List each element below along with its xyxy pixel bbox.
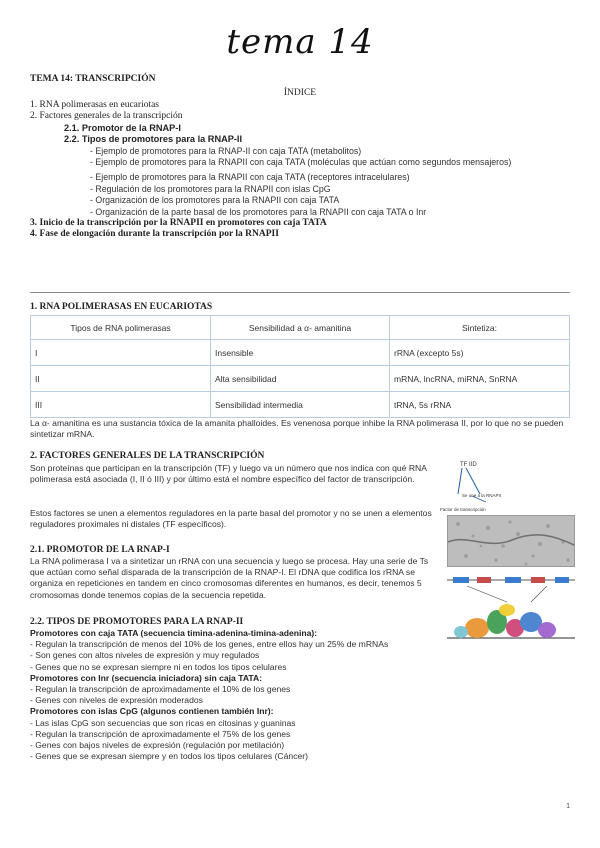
list-item: - Regulan la transcripción de menos del 10% de los genes, entre ellos hay un 25% de mRNAs [30,639,389,650]
table-cell: Insensible [211,340,390,366]
handwritten-title: tema 14 [226,22,374,62]
fig-label-top: TF IID [460,462,477,468]
list-item: - Las islas CpG son secuencias que son ricas en citosinas y guaninas [30,717,296,728]
dna-block [505,577,521,583]
protein-shape [499,604,515,616]
table-header: Tipos de RNA polimerasas [31,316,211,340]
table-cell: I [31,340,211,366]
table-header: Sensibilidad a α- amanitina [211,316,390,340]
toc-item: 3. Inicio de la transcripción por la RNAPII en promotores con caja TATA [30,218,327,229]
dna-block [555,577,569,583]
micrograph-image [447,515,575,567]
toc-item: - Ejemplo de promotores para la RNAP-II con caja TATA (metabolitos) [90,145,362,156]
toc-item: 2. Factores generales de la transcripción [30,111,183,122]
table-cell: Alta sensibilidad [211,366,390,392]
list-item: - Genes con niveles de expresión moderados [30,695,203,706]
document-title: TEMA 14: TRANSCRIPCIÓN [30,74,156,84]
dna-block [531,577,545,583]
toc-item: 1. RNA polimerasas en eucariotas [30,100,160,110]
section-heading: 1. RNA POLIMERASAS EN EUCARIOTAS [30,302,213,312]
toc-item: - Ejemplo de promotores para la RNAPII con caja TATA (moléculas que actúan como segundos mensajeros) [90,157,512,168]
table-cell: tRNA, 5s rRNA [390,392,570,418]
paragraph: Son proteínas que participan en la transcripción (TF) y luego va un número que nos indica con qué RNA polimerasa está asociada (I, II ó III) y por último está el nombre específico del factor de transcripción. [30,463,427,485]
toc-item: 2.2. Tipos de promotores para la RNAP-II [64,134,243,145]
index-label: ÍNDICE [283,88,317,98]
amanitin-note: La α- amanitina es una sustancia tóxica de la amanita phalloides. Es venenosa porque inhibe la RNA polimerasa II, por lo que no se pueden sintetizar mRNA. [30,418,564,440]
table-row [31,366,570,392]
toc-item: - Ejemplo de promotores para la RNAPII con caja TATA (receptores intracelulares) [90,172,410,183]
table-of-contents [30,100,575,241]
table-header: Sintetiza: [390,316,570,340]
table-cell: rRNA (excepto 5s) [390,340,570,366]
list-item: - Son genes con altos niveles de expresión y muy regulados [30,650,260,661]
section-heading: 2. FACTORES GENERALES DE LA TRANSCRIPCIÓN [30,451,265,461]
list-item: - Genes con bajos niveles de expresión (regulación por metilación) [30,740,285,751]
table-cell: Sensibilidad intermedia [211,392,390,418]
section-heading: 2.2. TIPOS DE PROMOTORES PARA LA RNAP-II [30,617,244,627]
toc-item: - Regulación de los promotores para la RNAPII con islas CpG [90,183,331,194]
table-cell: mRNA, lncRNA, miRNA, SnRNA [390,366,570,392]
micrograph-texture [448,516,575,567]
divider [30,292,570,293]
list-item: - Genes que se expresan siempre y en todos los tipos celulares (Cáncer) [30,751,309,762]
section-heading: 2.1. PROMOTOR DE LA RNAP-I [30,545,170,555]
tf-diagram [440,458,575,514]
toc-item: 4. Fase de elongación durante la transcripción por la RNAPII [30,229,279,240]
table-cell: II [31,366,211,392]
promoter-types [30,628,570,762]
subheading: Promotores con Inr (secuencia iniciadora) sin caja TATA: [30,672,263,683]
subheading: Promotores con caja TATA (secuencia timina-adenina-timina-adenina): [30,628,318,638]
dna-block [453,577,469,583]
table-row [31,340,570,366]
table-row [31,392,570,418]
dna-block [477,577,491,583]
arrow-line [458,468,462,494]
fig-label-mid: Se une a la RNAPII [462,493,502,498]
subheading: Promotores con islas CpG (algunos contienen también Inr): [30,706,274,717]
paragraph: Estos factores se unen a elementos reguladores en la parte basal del promotor y no se unen a elementos reguladores proximales ni distales (TF específicos). [30,508,432,530]
toc-item: - Organización de los promotores para la RNAPII con caja TATA [90,195,340,206]
toc-item: 2.1. Promotor de la RNAP-I [64,122,181,133]
table-cell: III [31,392,211,418]
list-item: - Regulan la transcripción de aproximadamente el 10% de los genes [30,684,291,695]
list-item: - Regulan la transcripción de aproximadamente el 75% de los genes [30,728,291,739]
rna-polymerase-table [30,315,570,418]
fig-label-bottom: Factor de transcripción [440,507,486,512]
table-header-row [31,316,570,340]
arrow-line [466,468,480,494]
list-item: - Genes que no se expresan siempre ni en todos los tipos celulares [30,661,287,672]
page-number: 1 [566,803,570,810]
paragraph: La RNA polimerasa I va a sintetizar un rRNA con una secuencia y luego se procesa. Hay una serie de Ts que actúan como señal disparada de la transcripción de la RNAP-I. El rDNA que codifica los rRNA se organiza en repeticiones en tandem en cinco cromosomas diferentes en humanos, es decir, tenemos 5 cromosomas donde tenemos copias de la secuencia repetida. [30,556,429,600]
toc-item: - Organización de la parte basal de los promotores para la RNAPII con caja TATA o Inr [90,206,427,217]
